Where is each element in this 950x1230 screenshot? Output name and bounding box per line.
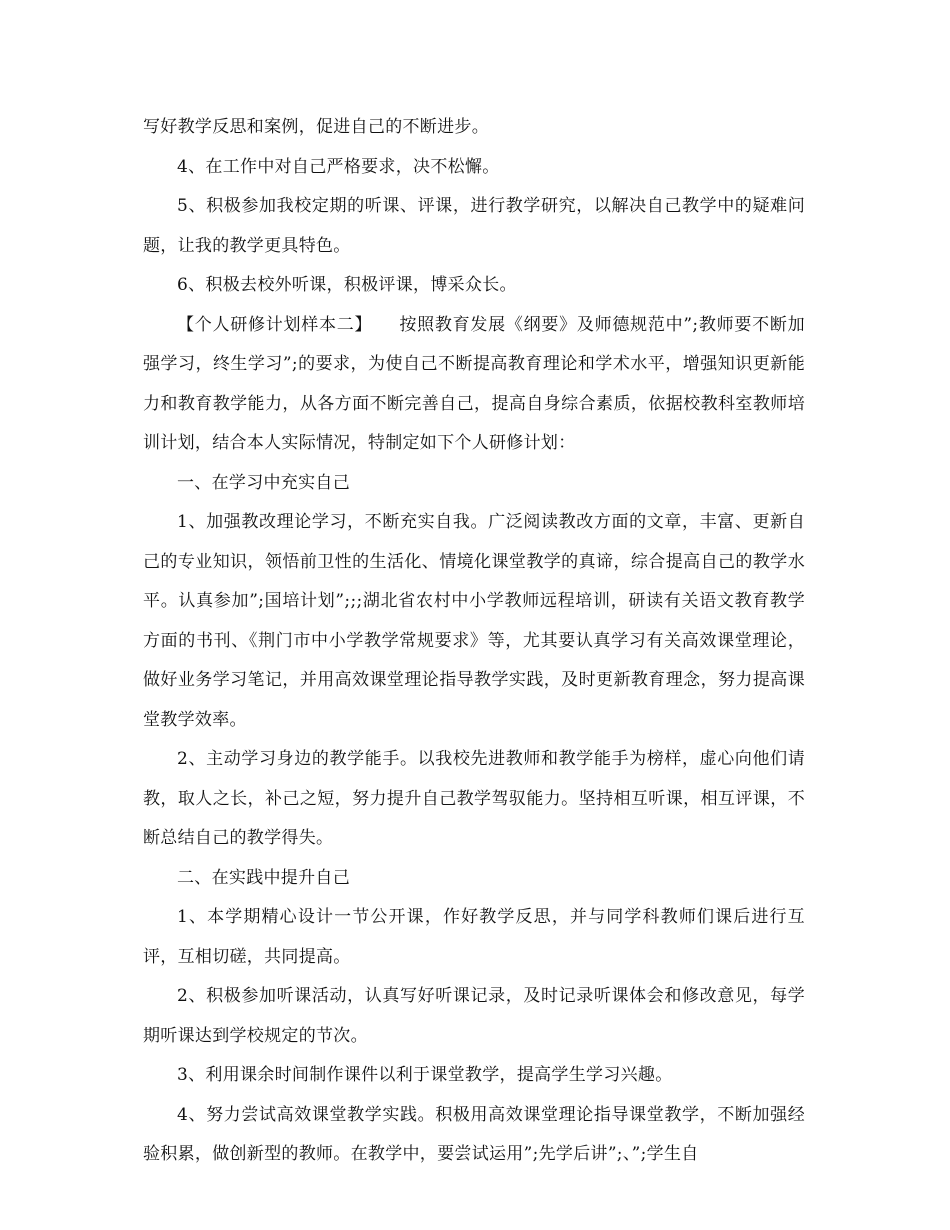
paragraph-item-4: 4、在工作中对自己严格要求，决不松懈。 [177,156,500,177]
paragraph-study-2: 2、主动学习身边的教学能手。以我校先进教师和教学能手为榜样，虚心向他们请教，取人之长，补己之短，努力提升自己教学驾驭能力。坚持相互听课，相互评课，不断总结自己的教学得失。 [143,749,805,848]
paragraph-study-1: 1、加强教改理论学习，不断充实自我。广泛阅读教改方面的文章，丰富、更新自己的专业知识，领悟前卫性的生活化、情境化课堂教学的真谛，综合提高自己的教学水平。认真参加”;国培计划”;;;湖北省农村中小学教师远程培训，研读有关语文教育教学方面的书刊、《荆门市中小学教学常规要求》等，尤其要认真学习有关高效课堂理论，做好业务学习笔记，并用高效课堂理论指导教学实践，及时更新教育理念，努力提高课堂教学效率。 [143,512,805,730]
paragraph-item-5: 5、积极参加我校定期的听课、评课，进行教学研究，以解决自己教学中的疑难问题，让我的教学更具特色。 [143,196,805,256]
paragraph-practice-4: 4、努力尝试高效课堂教学实践。积极用高效课堂理论指导课堂教学，不断加强经验积累，做创新型的教师。在教学中，要尝试运用”;先学后讲”;、”;学生自 [143,1104,805,1164]
document-page [143,108,805,1175]
paragraph-sample-two-intro: 【个人研修计划样本二】 按照教育发展《纲要》及师德规范中”;教师要不断加强学习，终生学习”;的要求，为使自己不断提高教育理论和学术水平，增强知识更新能力和教育教学能力，从各方面不断完善自己，提高自身综合素质，依据校教科室教师培训计划，结合本人实际情况，特制定如下个人研修计划： [143,314,805,453]
paragraph-practice-3: 3、利用课余时间制作课件以利于课堂教学，提高学生学习兴趣。 [177,1065,673,1085]
paragraph-practice-2: 2、积极参加听课活动，认真写好听课记录，及时记录听课体会和修改意见，每学期听课达到学校规定的节次。 [143,986,805,1046]
section-heading-2: 二、在实践中提升自己 [177,867,350,888]
paragraph-continuation: 写好教学反思和案例，促进自己的不断进步。 [143,117,489,137]
section-heading-1: 一、在学习中充实自己 [177,472,350,493]
paragraph-item-6: 6、积极去校外听课，积极评课，博采众长。 [177,275,517,295]
paragraph-practice-1: 1、本学期精心设计一节公开课，作好教学反思，并与同学科教师们课后进行互评，互相切磋，共同提高。 [143,907,805,967]
